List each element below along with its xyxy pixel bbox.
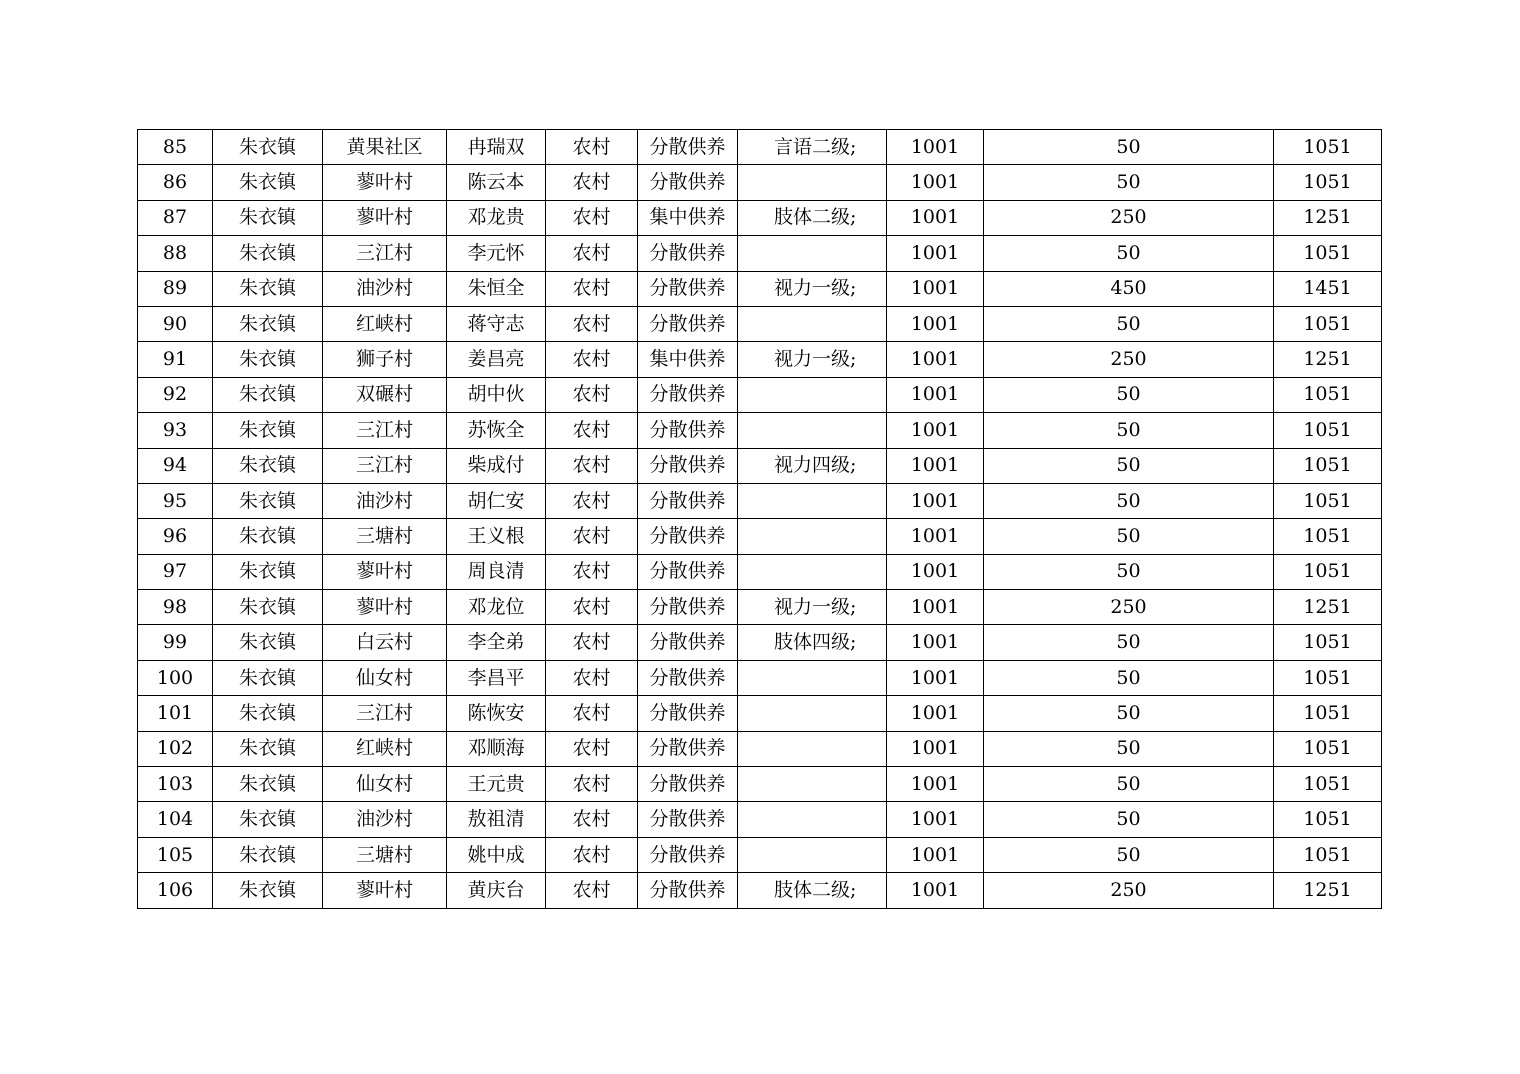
extra-amount-cell: 50 <box>984 519 1274 554</box>
base-amount-cell: 1001 <box>887 625 984 660</box>
support-type-cell: 分散供养 <box>638 802 738 837</box>
village-cell: 白云村 <box>323 625 447 660</box>
row-number-cell: 106 <box>138 873 213 908</box>
area-type-cell: 农村 <box>546 554 638 589</box>
town-cell: 朱衣镇 <box>213 731 323 766</box>
disability-level-cell <box>738 731 887 766</box>
extra-amount-cell: 450 <box>984 271 1274 306</box>
support-type-cell: 分散供养 <box>638 306 738 341</box>
area-type-cell: 农村 <box>546 802 638 837</box>
town-cell: 朱衣镇 <box>213 802 323 837</box>
base-amount-cell: 1001 <box>887 519 984 554</box>
area-type-cell: 农村 <box>546 519 638 554</box>
extra-amount-cell: 50 <box>984 413 1274 448</box>
base-amount-cell: 1001 <box>887 130 984 165</box>
town-cell: 朱衣镇 <box>213 200 323 235</box>
row-number-cell: 97 <box>138 554 213 589</box>
table-row <box>138 590 1382 625</box>
person-name-cell: 邓龙贵 <box>447 200 546 235</box>
village-cell: 油沙村 <box>323 271 447 306</box>
total-amount-cell: 1251 <box>1274 342 1382 377</box>
row-number-cell: 103 <box>138 767 213 802</box>
table-row <box>138 837 1382 872</box>
village-cell: 蓼叶村 <box>323 873 447 908</box>
extra-amount-cell: 50 <box>984 306 1274 341</box>
disability-level-cell: 视力一级; <box>738 590 887 625</box>
village-cell: 仙女村 <box>323 767 447 802</box>
row-number-cell: 99 <box>138 625 213 660</box>
disability-level-cell <box>738 483 887 518</box>
extra-amount-cell: 50 <box>984 837 1274 872</box>
disability-level-cell <box>738 837 887 872</box>
row-number-cell: 98 <box>138 590 213 625</box>
extra-amount-cell: 50 <box>984 802 1274 837</box>
person-name-cell: 胡仁安 <box>447 483 546 518</box>
disability-level-cell <box>738 165 887 200</box>
area-type-cell: 农村 <box>546 660 638 695</box>
person-name-cell: 李全弟 <box>447 625 546 660</box>
row-number-cell: 100 <box>138 660 213 695</box>
support-type-cell: 分散供养 <box>638 165 738 200</box>
base-amount-cell: 1001 <box>887 731 984 766</box>
extra-amount-cell: 50 <box>984 731 1274 766</box>
total-amount-cell: 1051 <box>1274 554 1382 589</box>
village-cell: 油沙村 <box>323 802 447 837</box>
person-name-cell: 姜昌亮 <box>447 342 546 377</box>
person-name-cell: 李元怀 <box>447 236 546 271</box>
table-row <box>138 342 1382 377</box>
person-name-cell: 苏恢全 <box>447 413 546 448</box>
row-number-cell: 101 <box>138 696 213 731</box>
area-type-cell: 农村 <box>546 590 638 625</box>
town-cell: 朱衣镇 <box>213 130 323 165</box>
disability-level-cell: 视力四级; <box>738 448 887 483</box>
base-amount-cell: 1001 <box>887 306 984 341</box>
total-amount-cell: 1051 <box>1274 802 1382 837</box>
base-amount-cell: 1001 <box>887 236 984 271</box>
area-type-cell: 农村 <box>546 130 638 165</box>
disability-level-cell: 肢体四级; <box>738 625 887 660</box>
area-type-cell: 农村 <box>546 767 638 802</box>
person-name-cell: 黄庆台 <box>447 873 546 908</box>
extra-amount-cell: 250 <box>984 342 1274 377</box>
area-type-cell: 农村 <box>546 448 638 483</box>
table-row <box>138 625 1382 660</box>
extra-amount-cell: 50 <box>984 130 1274 165</box>
disability-level-cell <box>738 306 887 341</box>
total-amount-cell: 1051 <box>1274 130 1382 165</box>
town-cell: 朱衣镇 <box>213 554 323 589</box>
area-type-cell: 农村 <box>546 236 638 271</box>
support-type-cell: 分散供养 <box>638 130 738 165</box>
base-amount-cell: 1001 <box>887 483 984 518</box>
table-row <box>138 696 1382 731</box>
base-amount-cell: 1001 <box>887 767 984 802</box>
town-cell: 朱衣镇 <box>213 413 323 448</box>
base-amount-cell: 1001 <box>887 165 984 200</box>
support-type-cell: 分散供养 <box>638 236 738 271</box>
row-number-cell: 87 <box>138 200 213 235</box>
table-row <box>138 767 1382 802</box>
town-cell: 朱衣镇 <box>213 165 323 200</box>
extra-amount-cell: 50 <box>984 165 1274 200</box>
area-type-cell: 农村 <box>546 413 638 448</box>
support-type-cell: 分散供养 <box>638 448 738 483</box>
town-cell: 朱衣镇 <box>213 519 323 554</box>
village-cell: 蓼叶村 <box>323 554 447 589</box>
person-name-cell: 陈恢安 <box>447 696 546 731</box>
total-amount-cell: 1051 <box>1274 625 1382 660</box>
support-type-cell: 分散供养 <box>638 271 738 306</box>
row-number-cell: 92 <box>138 377 213 412</box>
row-number-cell: 88 <box>138 236 213 271</box>
base-amount-cell: 1001 <box>887 271 984 306</box>
area-type-cell: 农村 <box>546 200 638 235</box>
base-amount-cell: 1001 <box>887 448 984 483</box>
total-amount-cell: 1051 <box>1274 377 1382 412</box>
person-name-cell: 李昌平 <box>447 660 546 695</box>
town-cell: 朱衣镇 <box>213 590 323 625</box>
total-amount-cell: 1251 <box>1274 590 1382 625</box>
disability-level-cell <box>738 377 887 412</box>
table-body <box>138 130 1382 909</box>
person-name-cell: 王元贵 <box>447 767 546 802</box>
table-row <box>138 236 1382 271</box>
total-amount-cell: 1251 <box>1274 873 1382 908</box>
row-number-cell: 89 <box>138 271 213 306</box>
village-cell: 蓼叶村 <box>323 200 447 235</box>
total-amount-cell: 1051 <box>1274 413 1382 448</box>
person-name-cell: 陈云本 <box>447 165 546 200</box>
base-amount-cell: 1001 <box>887 873 984 908</box>
support-type-cell: 分散供养 <box>638 731 738 766</box>
person-name-cell: 朱恒全 <box>447 271 546 306</box>
town-cell: 朱衣镇 <box>213 837 323 872</box>
table-row <box>138 483 1382 518</box>
disability-level-cell <box>738 802 887 837</box>
village-cell: 三江村 <box>323 413 447 448</box>
support-type-cell: 分散供养 <box>638 554 738 589</box>
extra-amount-cell: 250 <box>984 873 1274 908</box>
extra-amount-cell: 50 <box>984 377 1274 412</box>
village-cell: 仙女村 <box>323 660 447 695</box>
village-cell: 蓼叶村 <box>323 165 447 200</box>
row-number-cell: 86 <box>138 165 213 200</box>
area-type-cell: 农村 <box>546 165 638 200</box>
extra-amount-cell: 50 <box>984 554 1274 589</box>
support-type-cell: 分散供养 <box>638 873 738 908</box>
area-type-cell: 农村 <box>546 342 638 377</box>
extra-amount-cell: 50 <box>984 696 1274 731</box>
disability-level-cell <box>738 660 887 695</box>
support-type-cell: 分散供养 <box>638 625 738 660</box>
disability-level-cell <box>738 413 887 448</box>
table-row <box>138 130 1382 165</box>
village-cell: 三江村 <box>323 236 447 271</box>
village-cell: 三塘村 <box>323 837 447 872</box>
row-number-cell: 105 <box>138 837 213 872</box>
village-cell: 双碾村 <box>323 377 447 412</box>
table-row <box>138 306 1382 341</box>
base-amount-cell: 1001 <box>887 200 984 235</box>
village-cell: 红峡村 <box>323 731 447 766</box>
support-type-cell: 分散供养 <box>638 413 738 448</box>
disability-level-cell <box>738 519 887 554</box>
row-number-cell: 104 <box>138 802 213 837</box>
town-cell: 朱衣镇 <box>213 873 323 908</box>
village-cell: 蓼叶村 <box>323 590 447 625</box>
town-cell: 朱衣镇 <box>213 767 323 802</box>
total-amount-cell: 1051 <box>1274 519 1382 554</box>
total-amount-cell: 1051 <box>1274 837 1382 872</box>
support-type-cell: 分散供养 <box>638 837 738 872</box>
total-amount-cell: 1051 <box>1274 165 1382 200</box>
area-type-cell: 农村 <box>546 696 638 731</box>
row-number-cell: 102 <box>138 731 213 766</box>
town-cell: 朱衣镇 <box>213 342 323 377</box>
support-type-cell: 分散供养 <box>638 660 738 695</box>
area-type-cell: 农村 <box>546 731 638 766</box>
base-amount-cell: 1001 <box>887 377 984 412</box>
table-row <box>138 165 1382 200</box>
person-name-cell: 冉瑞双 <box>447 130 546 165</box>
disability-level-cell <box>738 236 887 271</box>
town-cell: 朱衣镇 <box>213 236 323 271</box>
town-cell: 朱衣镇 <box>213 306 323 341</box>
table-row <box>138 660 1382 695</box>
support-type-cell: 分散供养 <box>638 590 738 625</box>
village-cell: 油沙村 <box>323 483 447 518</box>
extra-amount-cell: 50 <box>984 483 1274 518</box>
total-amount-cell: 1051 <box>1274 767 1382 802</box>
extra-amount-cell: 50 <box>984 448 1274 483</box>
support-type-cell: 集中供养 <box>638 200 738 235</box>
total-amount-cell: 1451 <box>1274 271 1382 306</box>
base-amount-cell: 1001 <box>887 342 984 377</box>
base-amount-cell: 1001 <box>887 837 984 872</box>
support-type-cell: 分散供养 <box>638 483 738 518</box>
table-row <box>138 802 1382 837</box>
town-cell: 朱衣镇 <box>213 660 323 695</box>
area-type-cell: 农村 <box>546 271 638 306</box>
extra-amount-cell: 250 <box>984 200 1274 235</box>
total-amount-cell: 1051 <box>1274 306 1382 341</box>
row-number-cell: 90 <box>138 306 213 341</box>
town-cell: 朱衣镇 <box>213 271 323 306</box>
table-row <box>138 413 1382 448</box>
area-type-cell: 农村 <box>546 837 638 872</box>
person-name-cell: 邓龙位 <box>447 590 546 625</box>
village-cell: 三江村 <box>323 448 447 483</box>
extra-amount-cell: 50 <box>984 767 1274 802</box>
disability-level-cell <box>738 554 887 589</box>
base-amount-cell: 1001 <box>887 696 984 731</box>
support-type-cell: 分散供养 <box>638 377 738 412</box>
person-name-cell: 姚中成 <box>447 837 546 872</box>
disability-level-cell: 视力一级; <box>738 271 887 306</box>
support-type-cell: 集中供养 <box>638 342 738 377</box>
table-row <box>138 271 1382 306</box>
person-name-cell: 周良清 <box>447 554 546 589</box>
town-cell: 朱衣镇 <box>213 625 323 660</box>
village-cell: 三江村 <box>323 696 447 731</box>
area-type-cell: 农村 <box>546 377 638 412</box>
disability-level-cell: 肢体二级; <box>738 873 887 908</box>
base-amount-cell: 1001 <box>887 554 984 589</box>
person-name-cell: 蒋守志 <box>447 306 546 341</box>
disability-level-cell <box>738 767 887 802</box>
extra-amount-cell: 50 <box>984 625 1274 660</box>
support-type-cell: 分散供养 <box>638 696 738 731</box>
base-amount-cell: 1001 <box>887 413 984 448</box>
total-amount-cell: 1051 <box>1274 660 1382 695</box>
table-row <box>138 873 1382 908</box>
area-type-cell: 农村 <box>546 625 638 660</box>
roster-table <box>137 129 1382 909</box>
disability-level-cell <box>738 696 887 731</box>
person-name-cell: 邓顺海 <box>447 731 546 766</box>
village-cell: 黄果社区 <box>323 130 447 165</box>
area-type-cell: 农村 <box>546 873 638 908</box>
person-name-cell: 敖祖清 <box>447 802 546 837</box>
town-cell: 朱衣镇 <box>213 377 323 412</box>
row-number-cell: 96 <box>138 519 213 554</box>
total-amount-cell: 1051 <box>1274 731 1382 766</box>
area-type-cell: 农村 <box>546 483 638 518</box>
town-cell: 朱衣镇 <box>213 448 323 483</box>
village-cell: 红峡村 <box>323 306 447 341</box>
table-row <box>138 554 1382 589</box>
town-cell: 朱衣镇 <box>213 483 323 518</box>
row-number-cell: 85 <box>138 130 213 165</box>
row-number-cell: 95 <box>138 483 213 518</box>
disability-level-cell: 肢体二级; <box>738 200 887 235</box>
row-number-cell: 91 <box>138 342 213 377</box>
disability-level-cell: 言语二级; <box>738 130 887 165</box>
table-row <box>138 200 1382 235</box>
person-name-cell: 胡中伙 <box>447 377 546 412</box>
extra-amount-cell: 50 <box>984 236 1274 271</box>
total-amount-cell: 1051 <box>1274 236 1382 271</box>
row-number-cell: 94 <box>138 448 213 483</box>
total-amount-cell: 1051 <box>1274 696 1382 731</box>
support-type-cell: 分散供养 <box>638 519 738 554</box>
village-cell: 三塘村 <box>323 519 447 554</box>
row-number-cell: 93 <box>138 413 213 448</box>
extra-amount-cell: 50 <box>984 660 1274 695</box>
town-cell: 朱衣镇 <box>213 696 323 731</box>
base-amount-cell: 1001 <box>887 660 984 695</box>
base-amount-cell: 1001 <box>887 590 984 625</box>
table-row <box>138 519 1382 554</box>
person-name-cell: 柴成付 <box>447 448 546 483</box>
total-amount-cell: 1051 <box>1274 448 1382 483</box>
disability-level-cell: 视力一级; <box>738 342 887 377</box>
base-amount-cell: 1001 <box>887 802 984 837</box>
total-amount-cell: 1251 <box>1274 200 1382 235</box>
table-row <box>138 448 1382 483</box>
village-cell: 狮子村 <box>323 342 447 377</box>
extra-amount-cell: 250 <box>984 590 1274 625</box>
person-name-cell: 王义根 <box>447 519 546 554</box>
table-row <box>138 731 1382 766</box>
total-amount-cell: 1051 <box>1274 483 1382 518</box>
area-type-cell: 农村 <box>546 306 638 341</box>
table-row <box>138 377 1382 412</box>
support-type-cell: 分散供养 <box>638 767 738 802</box>
